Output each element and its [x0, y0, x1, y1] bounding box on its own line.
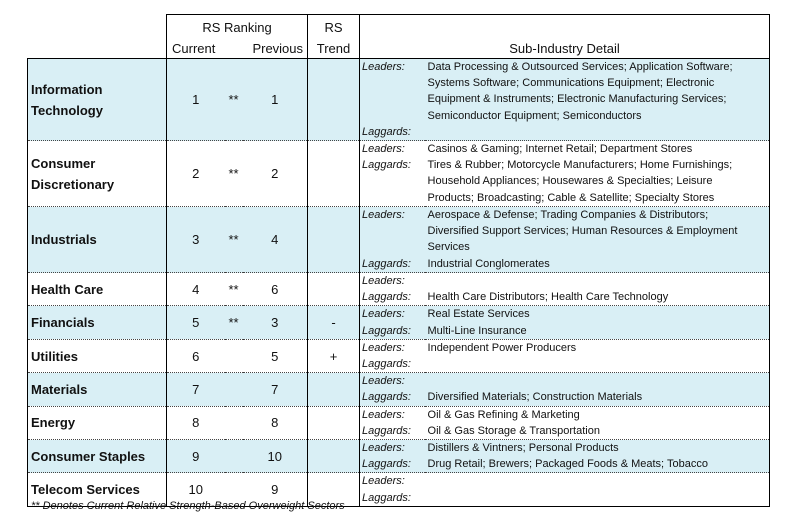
sector-name: [28, 306, 167, 339]
leaders-text: [428, 273, 766, 289]
leaders-text: Aerospace & Defense; Trading Companies & Distributors;: [427, 209, 709, 222]
sector-row: [28, 306, 770, 339]
sector-row: [28, 207, 770, 273]
laggards-label: Laggards:: [362, 491, 411, 504]
sector-row: [28, 273, 770, 306]
leaders-text: Diversified Support Services; Human Resources & Employment: [427, 225, 738, 238]
rs-trend: [308, 440, 360, 473]
sub-industry-detail: [425, 306, 770, 339]
header-sub-industry-detail: Sub-Industry Detail: [360, 38, 770, 59]
laggards-label: Laggards:: [362, 391, 411, 404]
sub-industry-detail: [425, 339, 770, 372]
overweight-marker: [225, 440, 243, 473]
laggards-text: Products; Broadcasting; Cable & Satellite; Specialty Stores: [427, 191, 715, 204]
rs-trend: [308, 207, 360, 273]
rs-trend: [308, 59, 360, 141]
previous-rank: 9: [243, 473, 308, 506]
laggards-label: Laggards:: [362, 424, 411, 437]
current-rank: 2: [167, 141, 225, 207]
previous-rank: 4: [243, 207, 308, 273]
leaders-label: Leaders:: [362, 61, 405, 73]
sector-name: [28, 339, 167, 372]
overweight-marker: **: [225, 207, 243, 273]
rs-ranking-table: [27, 14, 770, 507]
laggards-text: [428, 356, 766, 372]
laggards-label: Laggards:: [362, 257, 411, 270]
sub-industry-detail: [425, 440, 770, 473]
previous-rank: 1: [243, 59, 308, 141]
leaders-text: Casinos & Gaming; Internet Retail; Department Stores: [427, 143, 693, 156]
header-empty-cell: [28, 15, 167, 39]
previous-rank: 5: [243, 339, 308, 372]
laggards-text: Household Appliances; Housewares & Specialties; Leisure: [427, 175, 713, 188]
sector-name: [28, 273, 167, 306]
current-rank: 7: [167, 373, 225, 406]
previous-rank: 6: [243, 273, 308, 306]
leader-laggard-labels: [360, 59, 425, 141]
leader-laggard-labels: [360, 373, 425, 406]
laggards-text: Health Care Distributors; Health Care Technology: [427, 291, 669, 304]
sub-industry-detail: [425, 406, 770, 439]
sector-row: [28, 440, 770, 473]
current-rank: 6: [167, 339, 225, 372]
leaders-text: Oil & Gas Refining & Marketing: [427, 408, 580, 421]
header-current: Current: [167, 38, 243, 59]
sector-name: [28, 440, 167, 473]
laggards-text: [428, 124, 766, 140]
overweight-marker: [225, 373, 243, 406]
current-rank: 9: [167, 440, 225, 473]
laggards-label: Laggards:: [362, 125, 411, 138]
leaders-label: Leaders:: [362, 375, 405, 388]
leaders-text: Services: [427, 241, 470, 254]
leaders-text: [428, 373, 766, 389]
leaders-text: Independent Power Producers: [427, 341, 577, 354]
laggards-label: Laggards:: [362, 159, 411, 172]
laggards-text: Drug Retail; Brewers; Packaged Foods & Meats; Tobacco: [427, 458, 708, 471]
sector-name: [28, 406, 167, 439]
leaders-label: Leaders:: [362, 341, 405, 354]
sub-industry-detail: [425, 273, 770, 306]
sector-row: [28, 141, 770, 207]
leader-laggard-labels: [360, 473, 425, 506]
leaders-label: Leaders:: [362, 308, 405, 321]
header-detail-top: [360, 15, 770, 39]
header-rs: RS: [308, 15, 360, 39]
laggards-text: Tires & Rubber; Motorcycle Manufacturers; Home Furnishings;: [427, 159, 733, 172]
laggards-text: [428, 490, 766, 506]
sector-name: [28, 207, 167, 273]
laggards-text: Diversified Materials; Construction Materials: [427, 391, 643, 404]
sector-name: [28, 141, 167, 207]
sector-name-line: Consumer Staples: [31, 448, 146, 464]
sector-row: [28, 406, 770, 439]
overweight-marker: [225, 339, 243, 372]
rs-trend: [308, 406, 360, 439]
sector-row: [28, 373, 770, 406]
current-rank: 1: [167, 59, 225, 141]
sector-name-line: Consumer: [31, 155, 96, 171]
previous-rank: 2: [243, 141, 308, 207]
laggards-text: Industrial Conglomerates: [427, 257, 550, 270]
previous-rank: 10: [243, 440, 308, 473]
sub-industry-detail: [425, 207, 770, 273]
header-empty-cell-2: [28, 38, 167, 59]
sector-row: [28, 339, 770, 372]
rs-trend: [308, 373, 360, 406]
sector-row: [28, 59, 770, 141]
sub-industry-detail: [425, 473, 770, 506]
sector-name-line: Industrials: [31, 232, 97, 248]
current-rank: 10: [167, 473, 225, 506]
current-rank: 3: [167, 207, 225, 273]
rs-ranking-table-container: [27, 14, 769, 507]
sector-name: [28, 373, 167, 406]
leader-laggard-labels: [360, 339, 425, 372]
sector-name-line: Utilities: [31, 348, 78, 364]
laggards-label: Laggards:: [362, 291, 411, 304]
leaders-label: Leaders:: [362, 209, 405, 222]
laggards-text: Multi-Line Insurance: [427, 324, 527, 337]
sector-name-line: Materials: [31, 381, 88, 397]
leaders-text: Semiconductor Equipment; Semiconductors: [427, 109, 642, 122]
previous-rank: 7: [243, 373, 308, 406]
laggards-text: Oil & Gas Storage & Transportation: [427, 424, 600, 437]
overweight-marker: **: [225, 59, 243, 141]
leader-laggard-labels: [360, 440, 425, 473]
sector-name-line: Energy: [31, 415, 76, 431]
leaders-label: Leaders:: [362, 275, 405, 288]
leaders-label: Leaders:: [362, 475, 405, 488]
rs-trend: [308, 273, 360, 306]
spacer: [362, 75, 425, 91]
leaders-text: [428, 473, 766, 489]
leader-laggard-labels: [360, 406, 425, 439]
leader-laggard-labels: [360, 207, 425, 273]
leaders-text: Systems Software; Communications Equipment; Electronic: [427, 77, 715, 90]
sector-name-line: Telecom Services: [31, 482, 140, 498]
sector-name-line: Health Care: [31, 281, 104, 297]
sector-name-line: Technology: [31, 102, 103, 118]
previous-rank: 8: [243, 406, 308, 439]
spacer: [362, 239, 425, 255]
leader-laggard-labels: [360, 273, 425, 306]
leader-laggard-labels: [360, 141, 425, 207]
leaders-text: Real Estate Services: [427, 308, 530, 321]
sub-industry-detail: [425, 141, 770, 207]
leaders-text: Data Processing & Outsourced Services; Application Software;: [427, 61, 733, 73]
sector-name-line: Information: [31, 81, 103, 97]
header-trend: Trend: [308, 38, 360, 59]
sector-name: [28, 59, 167, 141]
header-previous: Previous: [243, 38, 308, 59]
rs-trend: +: [308, 339, 360, 372]
leader-laggard-labels: [360, 306, 425, 339]
previous-rank: 3: [243, 306, 308, 339]
spacer: [362, 108, 425, 124]
leaders-label: Leaders:: [362, 143, 405, 156]
footnote: ** Denotes Current Relative Strength-Based Overweight Sectors: [31, 500, 345, 512]
spacer: [362, 223, 425, 239]
leaders-text: Equipment & Instruments; Electronic Manufacturing Services;: [427, 93, 727, 106]
overweight-marker: **: [225, 273, 243, 306]
current-rank: 4: [167, 273, 225, 306]
spacer: [362, 91, 425, 107]
laggards-label: Laggards:: [362, 324, 411, 337]
laggards-label: Laggards:: [362, 358, 411, 371]
leaders-label: Leaders:: [362, 442, 405, 455]
overweight-marker: [225, 406, 243, 439]
sector-name-line: Financials: [31, 315, 95, 331]
rs-trend: -: [308, 306, 360, 339]
sector-name-line: Discretionary: [31, 176, 115, 192]
leaders-label: Leaders:: [362, 408, 405, 421]
current-rank: 5: [167, 306, 225, 339]
header-rs-ranking: RS Ranking: [167, 15, 308, 39]
overweight-marker: **: [225, 141, 243, 207]
sub-industry-detail: [425, 373, 770, 406]
leaders-text: Distillers & Vintners; Personal Products: [427, 442, 619, 455]
current-rank: 8: [167, 406, 225, 439]
laggards-label: Laggards:: [362, 458, 411, 471]
sub-industry-detail: [425, 59, 770, 141]
rs-trend: [308, 141, 360, 207]
overweight-marker: **: [225, 306, 243, 339]
